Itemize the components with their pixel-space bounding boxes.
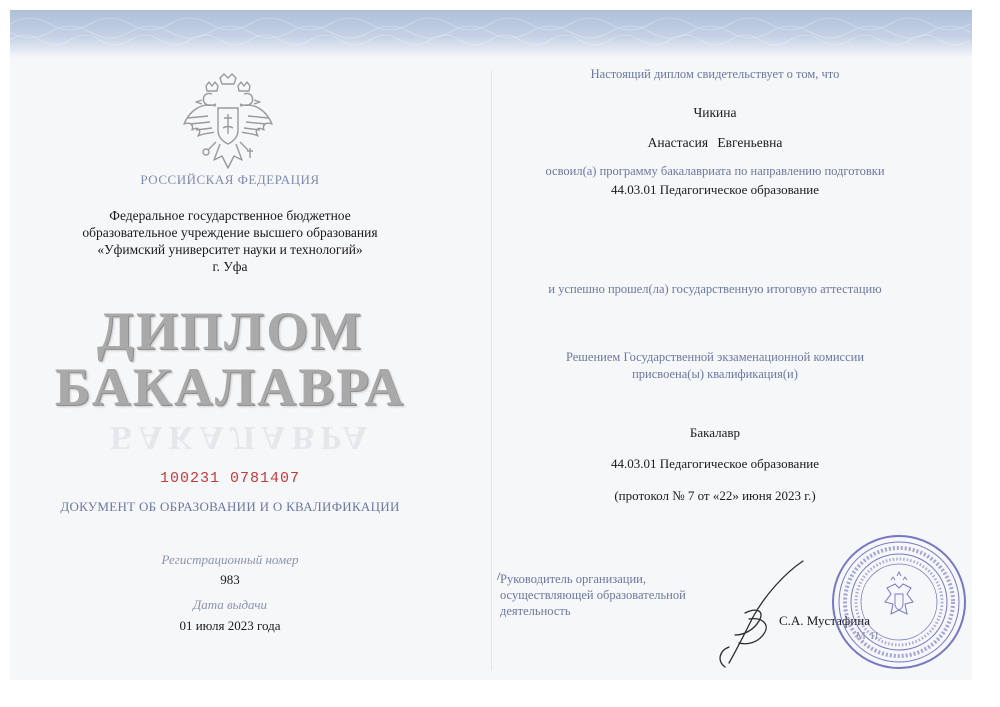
commission-line: Решением Государственной экзаменационной комиссии <box>565 350 865 364</box>
registration-number: 983 <box>220 572 240 587</box>
title-watermark: БАКАЛАВРА <box>110 419 374 456</box>
double-headed-eagle-emblem-icon <box>178 72 278 182</box>
head-title-line: деятельность <box>500 604 571 618</box>
protocol-reference: (протокол № 7 от «22» июня 2023 г.) <box>614 488 816 503</box>
signer-name: С.А. Мустафина <box>779 613 871 628</box>
institution-name <box>50 207 410 275</box>
institution-line: Федеральное государственное бюджетное <box>109 208 351 223</box>
seal-mark-label: М.П. <box>856 630 884 642</box>
head-title-mark: / <box>497 569 501 583</box>
registration-number-label: Регистрационный номер <box>161 552 299 567</box>
institution-line: «Уфимский университет науки и технологий» <box>97 242 363 257</box>
official-seal-icon <box>829 532 969 672</box>
institution-city: г. Уфа <box>212 259 248 274</box>
head-title-line: осуществляющей образовательной <box>500 588 686 602</box>
document-type: ДОКУМЕНТ ОБ ОБРАЗОВАНИИ И О КВАЛИФИКАЦИИ <box>60 499 400 514</box>
diploma-title-line-2: БАКАЛАВРА <box>54 357 406 417</box>
head-title-line: Руководитель организации, <box>500 572 646 586</box>
guilloche-pattern <box>10 10 972 58</box>
attestation-statement: и успешно прошел(ла) государственную итоговую аттестацию <box>548 282 882 296</box>
head-title <box>500 571 740 619</box>
graduate-surname: Чикина <box>693 105 737 120</box>
issue-date-label: Дата выдачи <box>192 597 268 612</box>
country-name: РОССИЙСКАЯ ФЕДЕРАЦИЯ <box>140 172 320 187</box>
institution-line: образовательное учреждение высшего образования <box>82 225 378 240</box>
certification-intro: Настоящий диплом свидетельствует о том, что <box>590 67 840 81</box>
commission-line: присвоена(ы) квалификация(и) <box>632 367 798 381</box>
graduate-given-names: Анастасия Евгеньевна <box>647 135 783 150</box>
commission-statement <box>480 349 950 383</box>
issue-date: 01 июля 2023 года <box>179 618 281 633</box>
diploma-title-line-1: ДИПЛОМ <box>96 301 364 361</box>
qualification-program: 44.03.01 Педагогическое образование <box>610 456 820 471</box>
program-intro: освоил(а) программу бакалавриата по направлению подготовки <box>545 164 885 178</box>
qualification: Бакалавр <box>689 425 741 440</box>
decorative-top-band <box>10 10 972 58</box>
serial-number: 100231 0781407 <box>159 470 301 487</box>
program-name: 44.03.01 Педагогическое образование <box>610 182 820 197</box>
